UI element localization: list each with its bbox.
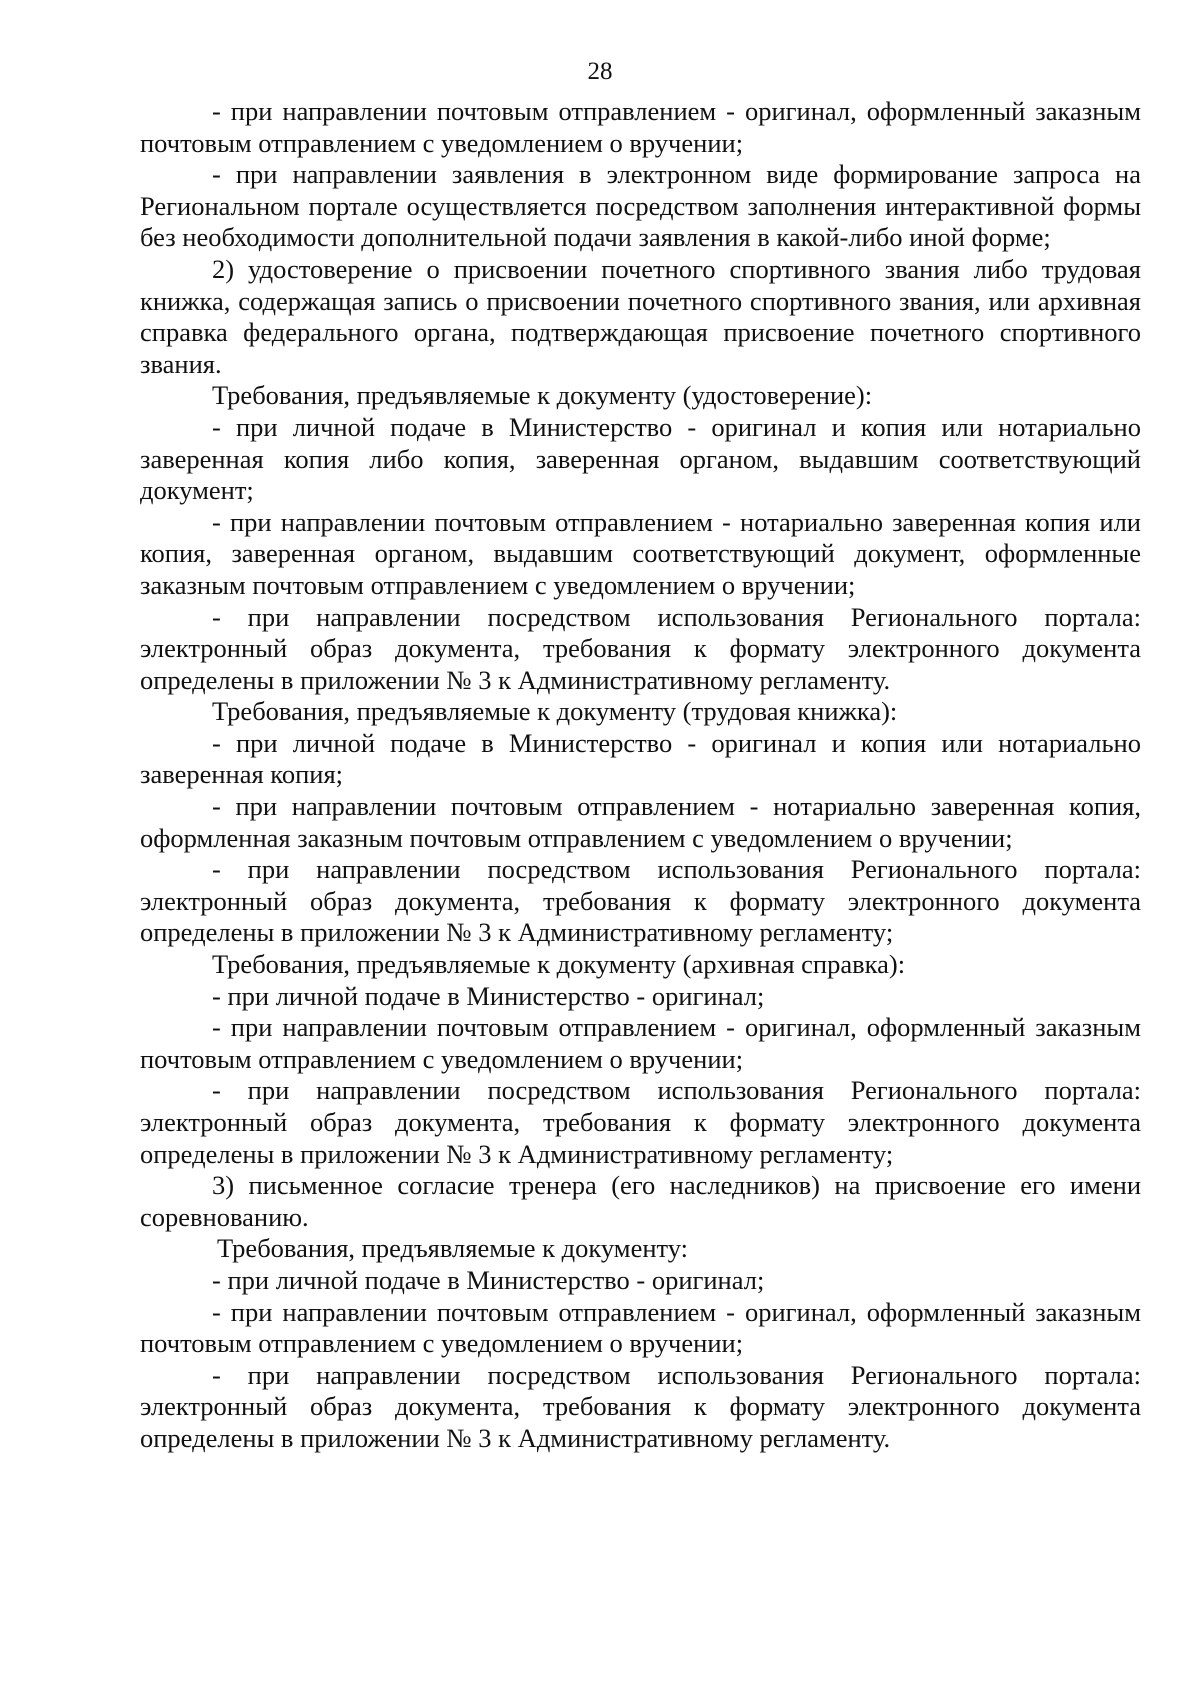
paragraph: - при направлении почтовым отправлением - нотариально заверенная копия или копия, заверенная органом, выдавшим соответствующий документ, оформленные заказным почтовым отправлением с уведомлением о вручении; [140, 506, 1141, 600]
paragraph: Требования, предъявляемые к документу (удостоверение): [212, 380, 873, 411]
paragraph: - при личной подаче в Министерство - оригинал и копия или нотариально заверенная копия; [140, 727, 1141, 790]
paragraph: - при направлении почтовым отправлением - оригинал, оформленный заказным почтовым отправлением с уведомлением о вручении; [140, 1012, 1141, 1074]
paragraph: Требования, предъявляемые к документу: [217, 1233, 689, 1264]
document-body [140, 96, 1141, 1455]
page-number: 28 [587, 58, 613, 85]
paragraph: - при направлении почтовым отправлением - оригинал, оформленный заказным почтовым отправлением с уведомлением о вручении; [140, 96, 1141, 158]
paragraph: - при направлении почтовым отправлением - оригинал, оформленный заказным почтовым отправлением с уведомлением о вручении; [140, 1296, 1141, 1359]
paragraph: - при личной подаче в Министерство - оригинал и копия или нотариально заверенная копия либо копия, заверенная органом, выдавшим соответствующий документ; [140, 411, 1141, 506]
paragraph: - при направлении почтовым отправлением - нотариально заверенная копия, оформленная заказным почтовым отправлением с уведомлением о вручении; [140, 791, 1141, 853]
paragraph: - при направлении посредством использования Регионального портала: электронный образ документа, требования к формату электронного документа определены в приложении № 3 к Административному регламенту; [140, 854, 1141, 948]
paragraph: 3) письменное согласие тренера (его наследников) на присвоение его имени соревнованию. [140, 1170, 1141, 1232]
paragraph: - при направлении посредством использования Регионального портала: электронный образ документа, требования к формату электронного документа определены в приложении № 3 к Административному регламенту. [140, 1359, 1141, 1453]
paragraph: - при направлении посредством использования Регионального портала: электронный образ документа, требования к формату электронного документа определены в приложении № 3 к Административному регламенту; [140, 1075, 1141, 1169]
paragraph: - при направлении заявления в электронном виде формирование запроса на Региональном портале осуществляется посредством заполнения интерактивной формы без необходимости дополнительной подачи заявления в какой-либо иной форме; [140, 159, 1141, 253]
paragraph: Требования, предъявляемые к документу (трудовая книжка): [212, 696, 898, 727]
paragraph: - при личной подаче в Министерство - оригинал; [212, 980, 765, 1011]
paragraph: - при личной подаче в Министерство - оригинал; [212, 1264, 765, 1295]
paragraph: - при направлении посредством использования Регионального портала: электронный образ документа, требования к формату электронного документа определены в приложении № 3 к Административному регламенту. [140, 601, 1141, 695]
paragraph: 2) удостоверение о присвоении почетного спортивного звания либо трудовая книжка, содержащая запись о присвоении почетного спортивного звания, или архивная справка федерального органа, подтверждающая присвоение почетного спортивного звания. [140, 253, 1141, 379]
paragraph: Требования, предъявляемые к документу (архивная справка): [212, 949, 906, 980]
